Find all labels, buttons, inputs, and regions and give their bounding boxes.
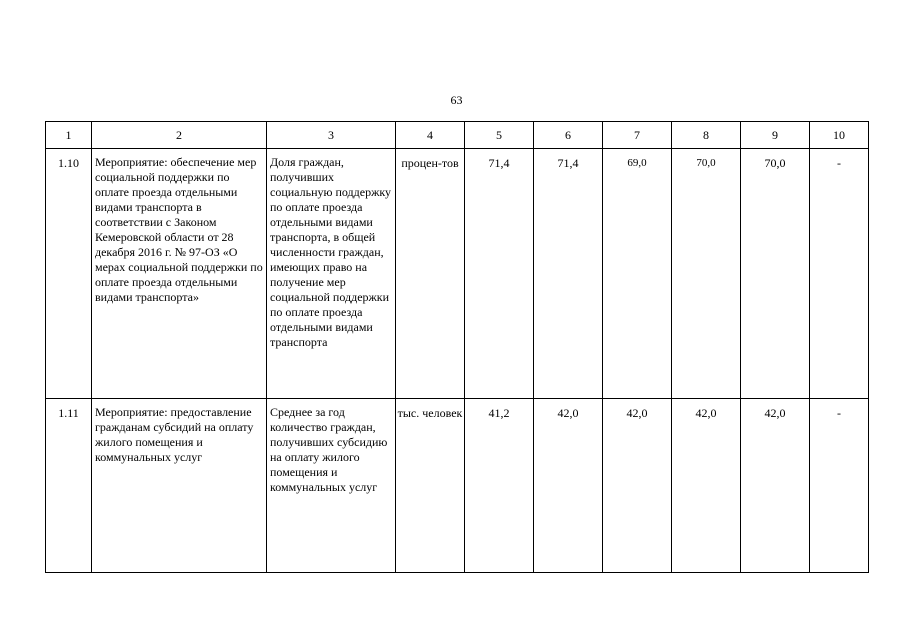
value-cell-8: 42,0 [672, 399, 741, 573]
header-cell: 10 [810, 122, 869, 149]
header-cell: 5 [465, 122, 534, 149]
header-cell: 1 [46, 122, 92, 149]
header-cell: 9 [741, 122, 810, 149]
header-cell: 3 [267, 122, 396, 149]
value-cell-7: 69,0 [603, 149, 672, 399]
value-cell-5: 71,4 [465, 149, 534, 399]
value-cell-5: 41,2 [465, 399, 534, 573]
value-cell-10: - [810, 149, 869, 399]
header-cell: 6 [534, 122, 603, 149]
row-number: 1.11 [46, 399, 92, 573]
indicator-table [45, 121, 869, 573]
value-cell-9: 70,0 [741, 149, 810, 399]
page-number: 63 [450, 93, 463, 107]
unit-cell: тыс. человек [396, 399, 465, 573]
header-cell: 7 [603, 122, 672, 149]
value-cell-6: 42,0 [534, 399, 603, 573]
value-cell-7: 42,0 [603, 399, 672, 573]
value-cell-9: 42,0 [741, 399, 810, 573]
header-cell: 8 [672, 122, 741, 149]
value-cell-10: - [810, 399, 869, 573]
value-cell-6: 71,4 [534, 149, 603, 399]
unit-cell: процен-тов [396, 149, 465, 399]
header-cell: 4 [396, 122, 465, 149]
row-number: 1.10 [46, 149, 92, 399]
table-row [46, 399, 869, 573]
table-header-row [46, 122, 869, 149]
value-cell-8: 70,0 [672, 149, 741, 399]
indicator-cell: Доля граждан, получивших социальную поддержку по оплате проезда отдельными видами транспорта, в общей численности граждан, имеющих право на получение мер социальной поддержки по оплате проезда отдельными видами транспорта [267, 149, 396, 399]
measure-cell: Мероприятие: предоставление гражданам субсидий на оплату жилого помещения и коммунальных услуг [92, 399, 267, 573]
header-cell: 2 [92, 122, 267, 149]
table-row [46, 149, 869, 399]
indicator-cell: Среднее за год количество граждан, получивших субсидию на оплату жилого помещения и коммунальных услуг [267, 399, 396, 573]
measure-cell: Мероприятие: обеспечение мер социальной поддержки по оплате проезда отдельными видами транспорта в соответствии с Законом Кемеровской области от 28 декабря 2016 г. № 97-ОЗ «О мерах социальной поддержки по оплате проезда отдельными видами транспорта» [92, 149, 267, 399]
